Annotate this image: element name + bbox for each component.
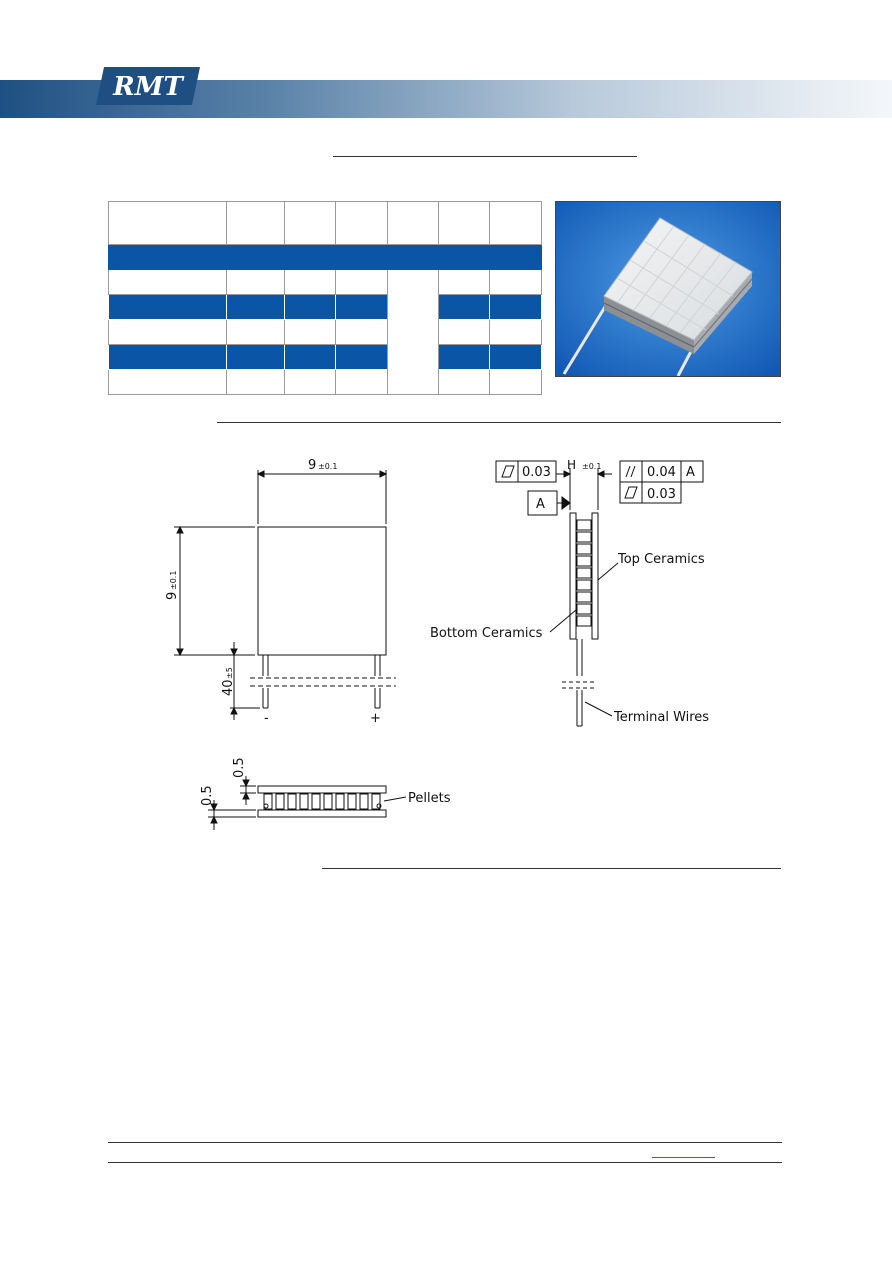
module-front-outline [258, 527, 386, 655]
height-tol: ±0.1 [582, 462, 602, 471]
edge-dim-top: 0.5 [232, 757, 247, 778]
parallel-datum: A [686, 465, 695, 480]
logo-text: RMT [113, 72, 183, 102]
pellets-side [577, 520, 591, 626]
height-dim-value: 9 [165, 591, 180, 600]
width-dim-value: 9 [308, 458, 317, 473]
flatness2-value: 0.03 [647, 487, 676, 502]
pellets-edge [264, 794, 380, 809]
section-rule-lower [322, 868, 781, 869]
datum-a-label: A [536, 497, 545, 512]
top-ceramics-label: Top Ceramics [618, 552, 705, 567]
wire-length-value: 40 [221, 679, 236, 696]
minus-terminal-label: - [264, 711, 269, 726]
parallel-value: 0.04 [647, 465, 676, 480]
plus-terminal-label: + [370, 711, 381, 726]
flatness-value: 0.03 [522, 465, 551, 480]
width-dim-tol: ±0.1 [318, 462, 338, 471]
edge-dim-bottom: 0.5 [200, 785, 215, 806]
terminal-wires-label: Terminal Wires [614, 710, 710, 725]
footer-rule-bottom [108, 1162, 782, 1163]
wire-length-tol: ±5 [225, 667, 234, 679]
pellets-label: Pellets [408, 791, 451, 806]
footer-rule-top [108, 1142, 782, 1143]
bottom-ceramics-label: Bottom Ceramics [430, 626, 543, 641]
height-label: H [567, 458, 577, 472]
footer-link-underline[interactable] [652, 1157, 715, 1158]
height-dim-tol: ±0.1 [169, 570, 178, 590]
